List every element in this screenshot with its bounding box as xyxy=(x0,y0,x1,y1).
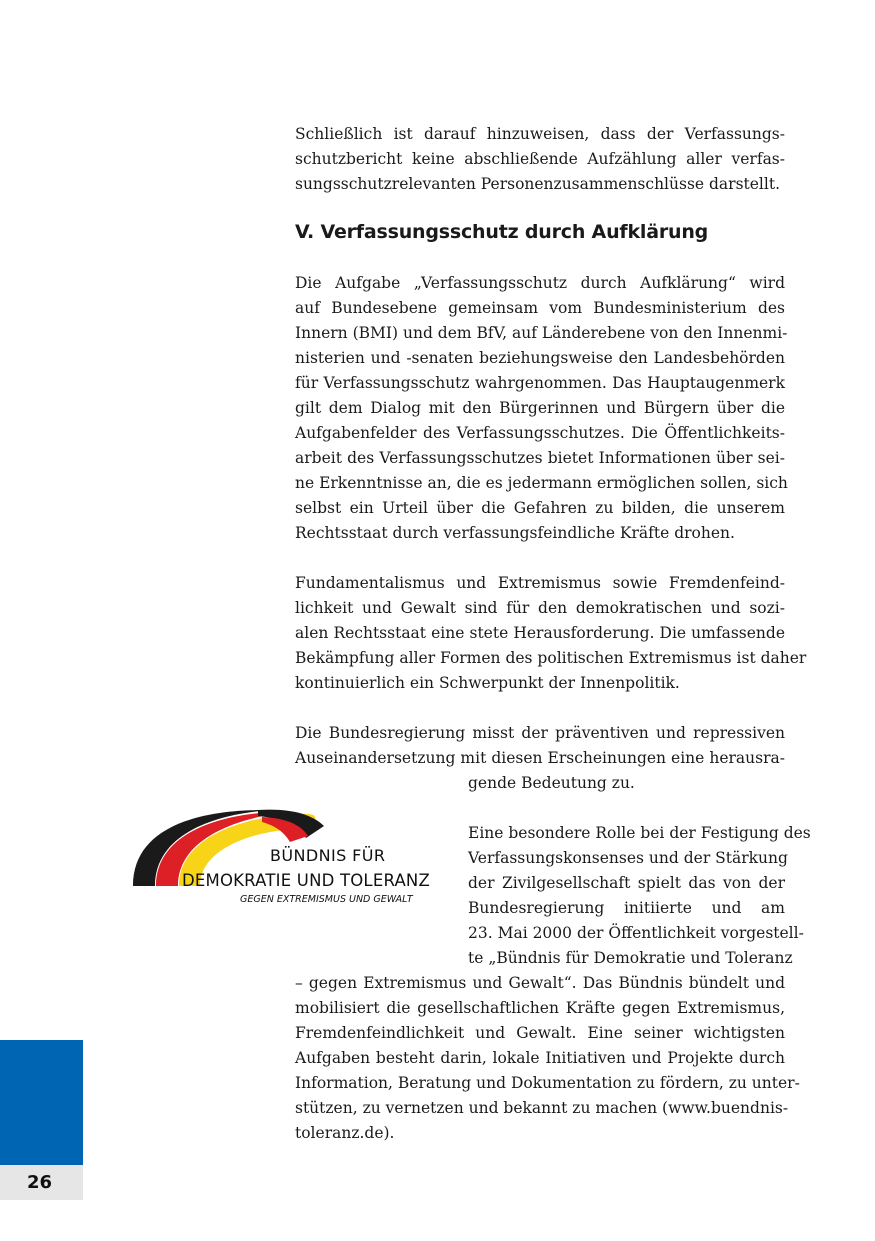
text-line: für Verfassungsschutz wahrgenommen. Das Hauptaugenmerk xyxy=(295,374,785,392)
text-line: Die Aufgabe „Verfassungsschutz durch Aufklärung“ wird xyxy=(295,274,785,292)
page-number: 26 xyxy=(27,1172,53,1193)
intro-paragraph xyxy=(295,122,785,197)
text-line: 23. Mai 2000 der Öffentlichkeit vorgestell- xyxy=(468,924,804,942)
logo-title-line1: BÜNDNIS FÜR xyxy=(270,846,386,865)
text-line: te „Bündnis für Demokratie und Toleranz xyxy=(468,949,793,967)
text-line: Fundamentalismus und Extremismus sowie Fremdenfeind- xyxy=(295,574,785,592)
text-line: Schließlich ist darauf hinzuweisen, dass der Verfassungs- xyxy=(295,125,785,143)
text-line: kontinuierlich ein Schwerpunkt der Innenpolitik. xyxy=(295,674,680,692)
text-line: Aufgaben besteht darin, lokale Initiativen und Projekte durch xyxy=(295,1049,785,1067)
text-line: Eine besondere Rolle bei der Festigung des xyxy=(468,824,811,842)
text-line: stützen, zu vernetzen und bekannt zu machen (www.buendnis- xyxy=(295,1099,789,1117)
text-line: sungsschutzrelevanten Personenzusammenschlüsse darstellt. xyxy=(295,175,780,193)
text-line: Innern (BMI) und dem BfV, auf Länderebene von den Innenmi- xyxy=(295,324,788,342)
text-line: toleranz.de). xyxy=(295,1124,395,1142)
paragraph-1 xyxy=(295,271,788,546)
text-line: ne Erkenntnisse an, die es jedermann ermöglichen sollen, sich xyxy=(295,474,788,492)
text-line: – gegen Extremismus und Gewalt“. Das Bündnis bündelt und xyxy=(295,974,785,992)
paragraph-3 xyxy=(295,721,785,796)
text-line: Aufgabenfelder des Verfassungsschutzes. Die Öffentlichkeits- xyxy=(295,424,785,442)
text-line: auf Bundesebene gemeinsam vom Bundesministerium des xyxy=(295,299,785,317)
buendnis-logo xyxy=(130,808,430,908)
text-line: Bundesregierung initiierte und am xyxy=(468,899,785,917)
logo-tagline: GEGEN EXTREMISMUS UND GEWALT xyxy=(240,894,413,905)
text-line: Auseinandersetzung mit diesen Erscheinungen eine herausra- xyxy=(295,749,785,767)
text-line: alen Rechtsstaat eine stete Herausforderung. Die umfassende xyxy=(295,624,785,642)
text-line: Rechtsstaat durch verfassungsfeindliche Kräfte drohen. xyxy=(295,524,735,542)
text-line: lichkeit und Gewalt sind für den demokratischen und sozi- xyxy=(295,599,785,617)
text-line: Bekämpfung aller Formen des politischen Extremismus ist daher xyxy=(295,649,807,667)
text-line: gilt dem Dialog mit den Bürgerinnen und Bürgern über die xyxy=(295,399,785,417)
section-heading: V. Verfassungsschutz durch Aufklärung xyxy=(295,221,709,243)
text-line: gende Bedeutung zu. xyxy=(468,774,635,792)
logo-title-line2: DEMOKRATIE UND TOLERANZ xyxy=(182,871,430,890)
text-line: arbeit des Verfassungsschutzes bietet Informationen über sei- xyxy=(295,449,785,467)
text-line: Information, Beratung und Dokumentation zu fördern, zu unter- xyxy=(295,1074,800,1092)
text-line: selbst ein Urteil über die Gefahren zu bilden, die unserem xyxy=(295,499,785,517)
text-line: Die Bundesregierung misst der präventiven und repressiven xyxy=(295,724,785,742)
text-line: mobilisiert die gesellschaftlichen Kräfte gegen Extremismus, xyxy=(295,999,785,1017)
text-line: Verfassungskonsenses und der Stärkung xyxy=(468,849,788,867)
paragraph-2 xyxy=(295,571,807,696)
margin-color-tab xyxy=(0,1040,83,1165)
text-line: der Zivilgesellschaft spielt das von der xyxy=(468,874,785,892)
text-line: schutzbericht keine abschließende Aufzählung aller verfas- xyxy=(295,150,785,168)
text-line: nisterien und -senaten beziehungsweise den Landesbehörden xyxy=(295,349,785,367)
text-line: Fremdenfeindlichkeit und Gewalt. Eine seiner wichtigsten xyxy=(295,1024,785,1042)
